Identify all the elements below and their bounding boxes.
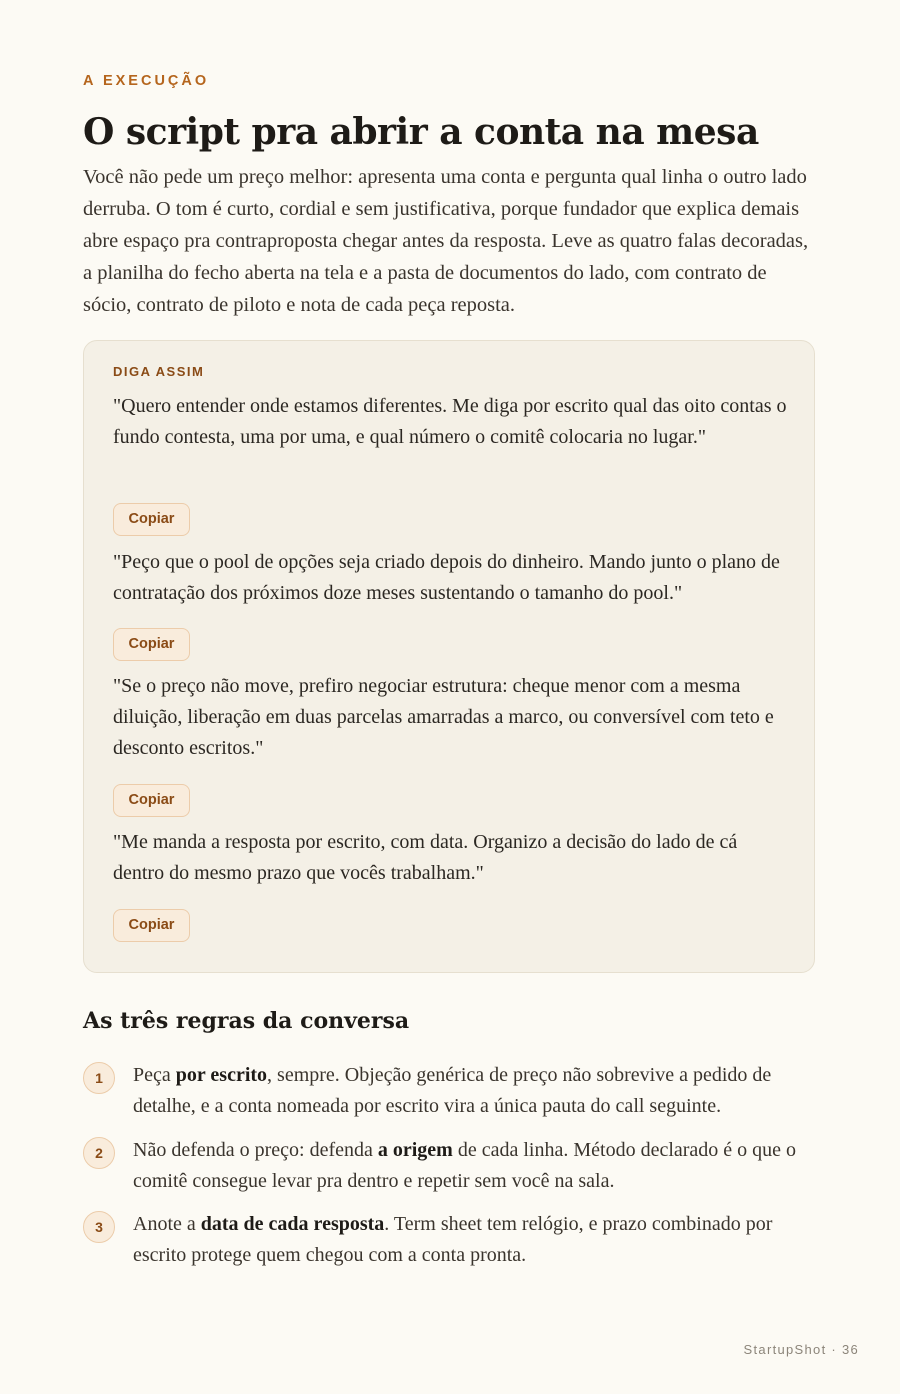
script-quote-2: "Peço que o pool de opções seja criado depois do dinheiro. Mando junto o plano de contratação dos próximos doze meses sustentando o tamanho do pool." bbox=[113, 551, 780, 604]
script-card bbox=[83, 340, 815, 973]
rule-text: Anote a data de cada resposta. Term sheet tem relógio, e prazo combinado por escrito protege quem chegou com a conta pronta. bbox=[133, 1213, 773, 1266]
rules-title: As três regras da conversa bbox=[83, 1008, 410, 1034]
section-eyebrow: A EXECUÇÃO bbox=[83, 73, 210, 89]
intro-paragraph: Você não pede um preço melhor: apresenta uma conta e pergunta qual linha o outro lado derruba. O tom é curto, cordial e sem justificativa, porque fundador que explica demais abre espaço pra contraproposta chegar antes da resposta. Leve as quatro falas decoradas, a planilha do fecho aberta na tela e a pasta de documentos do lado, com contrato de sócio, contrato de piloto e nota de cada peça reposta. bbox=[83, 166, 809, 316]
copy-button-4[interactable]: Copiar bbox=[113, 909, 190, 942]
rule-text: Peça por escrito, sempre. Objeção genérica de preço não sobrevive a pedido de detalhe, e a conta nomeada por escrito vira a única pauta do call seguinte. bbox=[133, 1064, 772, 1117]
rule-emphasis: por escrito bbox=[175, 1064, 268, 1086]
rule-emphasis: data de cada resposta bbox=[200, 1213, 385, 1235]
script-quote-4: "Me manda a resposta por escrito, com data. Organizo a decisão do lado de cá dentro do mesmo prazo que vocês trabalham." bbox=[113, 831, 738, 884]
rule-number-badge: 3 bbox=[83, 1211, 115, 1243]
script-quote-1: "Quero entender onde estamos diferentes. Me diga por escrito qual das oito contas o fundo contesta, uma por uma, e qual número o comitê colocaria no lugar." bbox=[113, 395, 787, 448]
rule-number-badge: 2 bbox=[83, 1137, 115, 1169]
rule-text: Não defenda o preço: defenda a origem de cada linha. Método declarado é o que o comitê consegue levar pra dentro e repetir sem você na sala. bbox=[133, 1139, 797, 1192]
copy-button-3[interactable]: Copiar bbox=[113, 784, 190, 817]
rule-number-badge: 1 bbox=[83, 1062, 115, 1094]
copy-button-2[interactable]: Copiar bbox=[113, 628, 190, 661]
script-card-label: DIGA ASSIM bbox=[113, 364, 205, 379]
copy-button-1[interactable]: Copiar bbox=[113, 503, 190, 536]
rule-emphasis: a origem bbox=[377, 1139, 453, 1161]
page-footer: StartupShot · 36 bbox=[743, 1342, 859, 1357]
page-title: O script pra abrir a conta na mesa bbox=[83, 111, 759, 153]
script-quote-3: "Se o preço não move, prefiro negociar estrutura: cheque menor com a mesma diluição, liberação em duas parcelas amarradas a marco, ou conversível com teto e desconto escritos." bbox=[113, 675, 774, 759]
